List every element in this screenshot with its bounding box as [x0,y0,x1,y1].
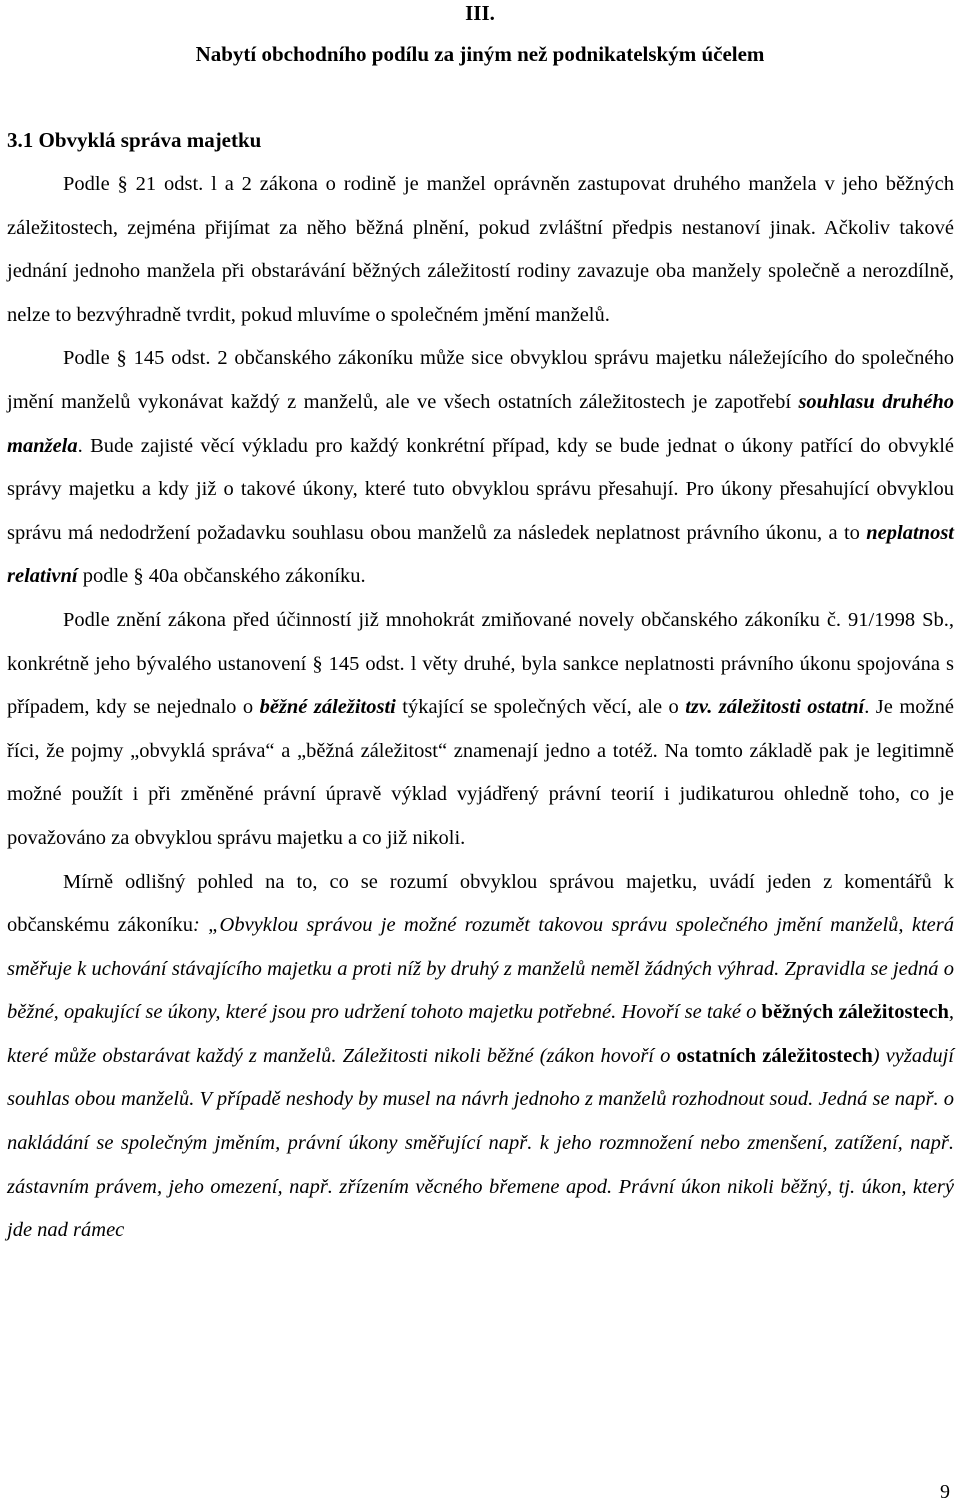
paragraph-3-text-2: týkající se společných věcí, ale o [395,696,686,719]
paragraph-2-text-1: Podle § 145 odst. 2 občanského zákoníku může sice obvyklou správu majetku náležejícího do společného jmění manželů vykonávat každý z manželů, ale ve všech ostatních záležitostech je zapotřebí [7,347,954,413]
paragraph-4 [7,861,954,1253]
paragraph-4-text-1: Mírně odlišný pohled na to, co se rozumí obvyklou správou majetku, uvádí jeden z komentářů k občanskému zákoníku [7,870,954,937]
paragraph-3-text-1: Podle znění zákona před účinností již mnohokrát zmiňované novely občanského zákoníku č. 91/1998 Sb., konkrétně jeho bývalého ustanovení § 145 odst. l věty druhé, byla sankce neplatnosti právního úkonu spojována s případem, kdy se nejednalo o [7,608,954,719]
page-number: 9 [940,1481,950,1503]
emphasis-other-matters-quote: ostatních záležitostech [676,1044,873,1067]
paragraph-1: Podle § 21 odst. l a 2 zákona o rodině je manžel oprávněn zastupovat druhého manžela v jeho běžných záležitostech, zejména přijímat za něho běžná plnění, pokud zvláštní předpis nestanoví jinak. Ačkoliv takové jednání jednoho manžela při obstarávání běžných záležitostí rodiny zavazuje oba manžely společně a nerozdílně, nelze to bezvýhradně tvrdit, pokud mluvíme o společném jmění manželů. [7,173,954,326]
document-body [7,163,954,1253]
emphasis-other-matters: tzv. záležitosti ostatní [685,696,865,719]
quote-part-1: : „Obvyklou správou je možné rozumět takovou správu společného jmění manželů, která směřuje k uchování stávajícího majetku a proti níž by druhý z manželů neměl žádných výhrad. Zpravidla se jedná o běžné, opakující se úkony, které jsou pro udržení tohoto majetku potřebné. Hovoří se také o [7,914,954,1024]
paragraph-3 [7,599,954,861]
chapter-title: Nabytí obchodního podílu za jiným než podnikatelským účelem [195,42,765,66]
quote-part-2: , které může obstarávat každý z manželů. Záležitosti nikoli běžné (zákon hovoří o [7,1001,954,1067]
emphasis-ordinary-matters-quote: běžných záležitostech [761,1001,949,1024]
chapter-number: III. [465,1,495,25]
emphasis-spouse-consent: souhlasu druhého manžela [7,390,955,457]
paragraph-3-text-3: . Je možné říci, že pojmy „obvyklá správa“ a „běžná záležitost“ znamenají jedno a totéž. Na tomto základě pak je legitimně možné použít i při změněné právní úpravě výklad vyjádřený právní teorií i judikaturou ohledně toho, co je považováno za obvyklou správu majetku a co již nikoli. [7,696,954,849]
paragraph-2-text-3: podle § 40a občanského zákoníku. [77,565,366,588]
paragraph-2 [7,337,954,599]
paragraph-2-text-2: . Bude zajisté věcí výkladu pro každý konkrétní případ, kdy se bude jednat o úkony patřící do obvyklé správy majetku a kdy již o takové úkony, které tuto obvyklou správu přesahují. Pro úkony přesahující obvyklou správu má nedodržení požadavku souhlasu obou manželů za následek neplatnost právního úkonu, a to [7,434,954,544]
emphasis-ordinary-matters: běžné záležitosti [259,696,396,719]
quote-part-3: ) vyžadují souhlas obou manželů. V případě neshody by musel na návrh jednoho z manželů rozhodnout soud. Jedná se např. o nakládání se společným jměním, právní úkony směřující např. k jeho rozmnožení nebo zmenšení, zatížení, např. zástavním právem, jeho omezení, např. zřízením věcného břemene apod. Právní úkon nikoli běžný, tj. úkon, který jde nad rámec [7,1044,954,1242]
section-heading: 3.1 Obvyklá správa majetku [7,128,262,152]
emphasis-relative-invalidity: neplatnost relativní [7,521,954,588]
